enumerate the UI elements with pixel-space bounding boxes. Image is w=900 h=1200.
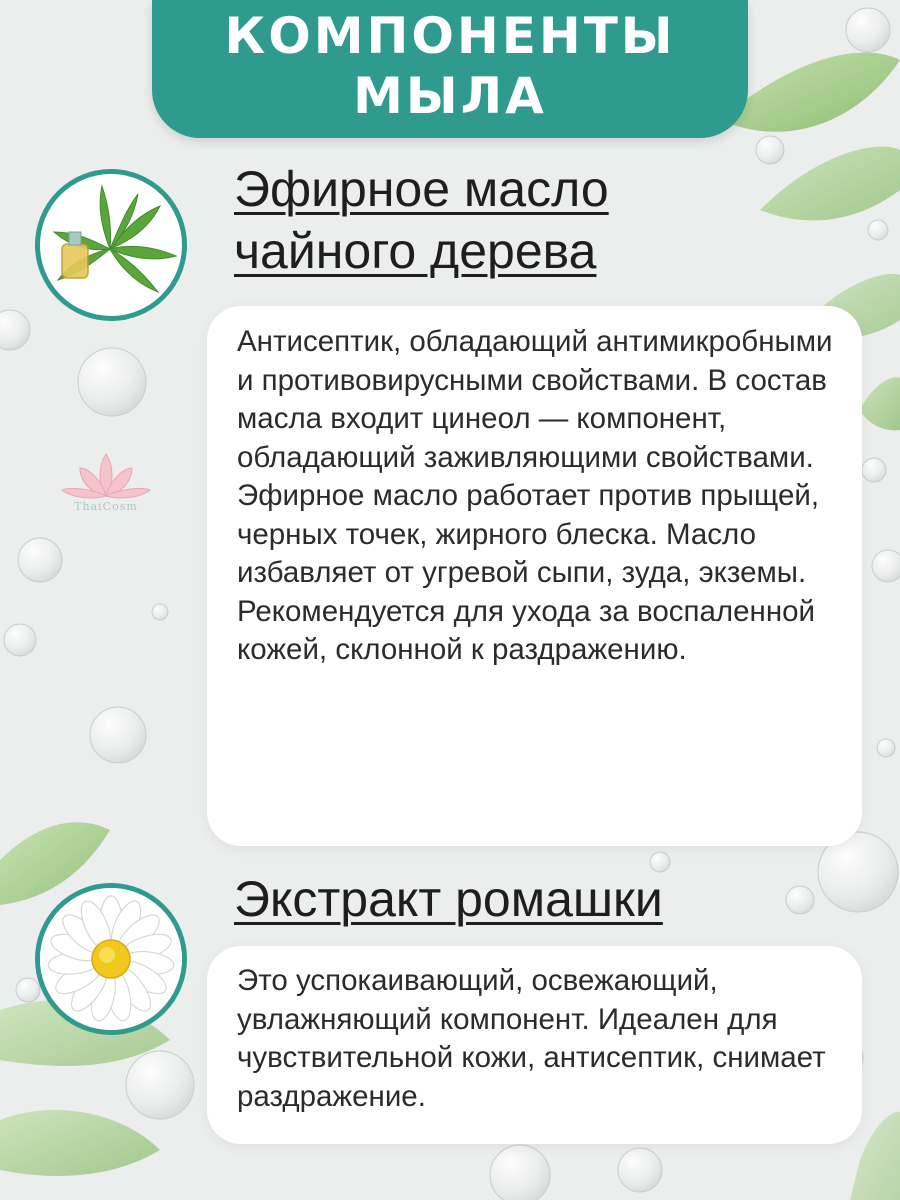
page-title-line-2: МЫЛА: [353, 67, 547, 125]
section-heading-chamomile: Экстракт ромашки: [234, 871, 663, 927]
page-title: [224, 6, 675, 126]
page-title-line-1: КОМПОНЕНТЫ: [224, 7, 676, 65]
section-heading-tea-tree: [234, 158, 609, 282]
heading-line-1: Эфирное масло: [234, 161, 609, 217]
description-text: Это успокаивающий, освежающий, увлажняющий компонент. Идеален для чувствительной кожи, антисептик, снимает раздражение.: [237, 964, 826, 1113]
description-card-chamomile: [207, 946, 862, 1144]
description-text: Антисептик, обладающий антимикробными и противовирусными свойствами. В состав масла входит цинеол — компонент, обладающий заживляющими свойствами. Эфирное масло работает против прыщей, черных точек, жирного блеска. Масло избавляет от угревой сыпи, зуда, экземы. Рекомендуется для ухода за воспаленной кожей, склонной к раздражению.: [237, 325, 833, 666]
heading-line-2: чайного дерева: [234, 223, 597, 279]
description-card-tea-tree: [207, 306, 862, 846]
watermark-text: ThaiCosm: [74, 500, 138, 513]
tea-tree-oil-icon: [35, 169, 187, 321]
title-banner: [152, 0, 748, 138]
chamomile-icon: [35, 883, 187, 1035]
